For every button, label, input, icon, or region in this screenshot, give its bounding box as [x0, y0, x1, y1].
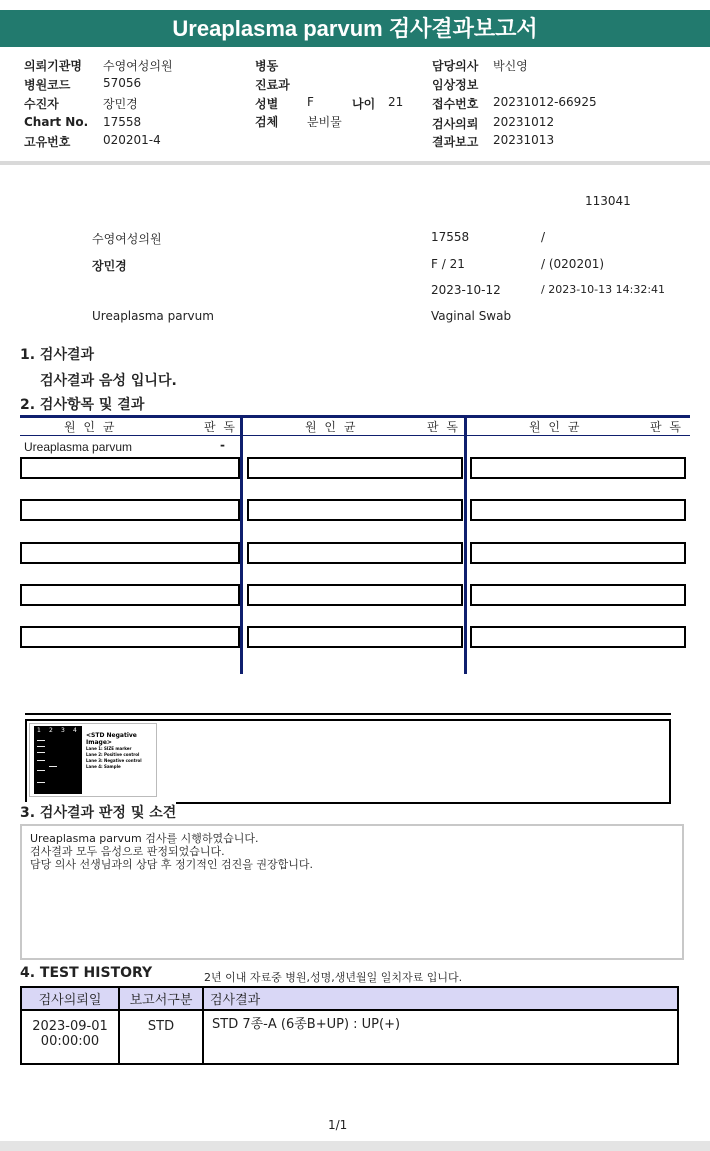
page-footer — [0, 1141, 710, 1151]
patient-value: 장민경 — [103, 97, 138, 111]
history-type: STD — [119, 1010, 203, 1064]
chart-value: 17558 — [103, 115, 142, 129]
sex-value: F — [307, 95, 314, 109]
empty-result-cell — [247, 499, 463, 521]
unique-label: 고유번호 — [24, 135, 71, 149]
clinical-label: 임상정보 — [432, 78, 479, 92]
gel-top-rule — [25, 713, 671, 715]
comment-line: 검사결과 모두 음성으로 판정되었습니다. — [30, 845, 225, 858]
institution-label: 의뢰기관명 — [24, 59, 82, 73]
gel-panel — [25, 719, 671, 804]
section-4-title: 4. TEST HISTORY — [20, 965, 153, 981]
gel-legend-line: Lane 4: Sample — [86, 764, 121, 769]
gel-legend-line: Lane 3: Negative control — [86, 758, 142, 763]
comment-box — [20, 824, 684, 960]
hospital-code-value: 57056 — [103, 76, 142, 90]
sex-label: 성별 — [255, 97, 279, 111]
history-date-cell — [21, 1010, 119, 1064]
grid-col-divider-1 — [240, 415, 243, 674]
age-label: 나이 — [352, 97, 376, 111]
lane-number-1: 1 — [37, 727, 41, 734]
col-header-result-2: 판 독 — [427, 420, 460, 434]
comment-line: 담당 의사 선생님과의 상담 후 정기적인 검진을 권장합니다. — [30, 858, 313, 871]
page-number: 1/1 — [328, 1118, 348, 1132]
history-header-result: 검사결과 — [203, 987, 678, 1010]
history-result: STD 7종-A (6종B+UP) : UP(+) — [203, 1010, 678, 1064]
empty-result-cell — [470, 499, 686, 521]
history-date: 2023-09-01 — [32, 1019, 108, 1034]
result-value: - — [220, 438, 225, 452]
gel-band — [37, 752, 45, 753]
empty-result-cell — [470, 457, 686, 479]
empty-result-cell — [247, 626, 463, 648]
info-specimen: Vaginal Swab — [431, 309, 512, 323]
receipt-label: 접수번호 — [432, 97, 479, 111]
gel-band — [49, 766, 57, 767]
receipt-value: 20231012-66925 — [493, 95, 597, 109]
gel-thumbnail — [29, 723, 157, 797]
lane-number-2: 2 — [49, 727, 53, 734]
grid-col-divider-2 — [464, 415, 467, 674]
section-2-title: 2. 검사항목 및 결과 — [20, 397, 145, 413]
request-value: 20231012 — [493, 115, 555, 129]
gel-legend-line: Lane 1: SIZE marker — [86, 746, 132, 751]
info-chart: 17558 — [431, 230, 470, 244]
empty-result-cell — [20, 542, 240, 564]
empty-result-cell — [20, 499, 240, 521]
col-header-organism-3: 원 인 균 — [529, 420, 582, 434]
report-date-value: 20231013 — [493, 133, 555, 147]
info-test-name: Ureaplasma parvum — [92, 309, 214, 323]
empty-result-cell — [470, 584, 686, 606]
gel-band — [37, 782, 45, 783]
specimen-label: 검체 — [255, 115, 279, 129]
doctor-label: 담당의사 — [432, 59, 479, 73]
patient-label: 수진자 — [24, 97, 59, 111]
history-header-date: 검사의뢰일 — [21, 987, 119, 1010]
report-id: 113041 — [585, 194, 631, 208]
history-header-row — [21, 987, 678, 1010]
request-label: 검사의뢰 — [432, 117, 479, 131]
dept-label: 진료과 — [255, 78, 290, 92]
doctor-value: 박신영 — [493, 59, 528, 73]
chart-label: Chart No. — [24, 115, 89, 129]
info-slash: / — [541, 230, 546, 244]
unique-value: 020201-4 — [103, 133, 161, 147]
age-value: 21 — [388, 95, 404, 109]
specimen-value: 분비물 — [307, 115, 342, 129]
result-organism: Ureaplasma parvum — [24, 440, 133, 454]
gel-image-title: <STD Negative Image> — [86, 732, 137, 746]
report-title: Ureaplasma parvum 검사결과보고서 — [0, 10, 710, 47]
info-report-datetime: / 2023-10-13 14:32:41 — [541, 283, 666, 296]
comment-line: Ureaplasma parvum 검사를 시행하였습니다. — [30, 832, 259, 845]
gel-band — [37, 770, 45, 771]
section-1-title: 1. 검사결과 — [20, 347, 95, 363]
history-table — [20, 986, 679, 1065]
info-request-date: 2023-10-12 — [431, 283, 501, 297]
empty-result-cell — [20, 457, 240, 479]
gel-band — [37, 740, 45, 741]
info-patient: 장민경 — [92, 259, 127, 273]
info-sex-age: F / 21 — [431, 257, 465, 271]
lane-number-4: 4 — [73, 727, 77, 734]
empty-result-cell — [20, 626, 240, 648]
grid-header-rule — [20, 435, 690, 436]
section-1-result: 검사결과 음성 입니다. — [40, 373, 177, 389]
col-header-organism-2: 원 인 균 — [305, 420, 358, 434]
report-date-label: 결과보고 — [432, 135, 479, 149]
info-code: / (020201) — [541, 257, 605, 271]
institution-value: 수영여성의원 — [103, 59, 173, 73]
col-header-result-1: 판 독 — [204, 420, 237, 434]
empty-result-cell — [470, 542, 686, 564]
col-header-organism-1: 원 인 균 — [64, 420, 117, 434]
history-time: 00:00:00 — [40, 1034, 100, 1049]
info-institution: 수영여성의원 — [92, 232, 162, 246]
history-row — [21, 1010, 678, 1064]
history-header-type: 보고서구분 — [119, 987, 203, 1010]
col-header-result-3: 판 독 — [650, 420, 683, 434]
header-separator — [0, 161, 710, 165]
gel-legend-line: Lane 2: Positive control — [86, 752, 140, 757]
empty-result-cell — [470, 626, 686, 648]
empty-result-cell — [247, 457, 463, 479]
hospital-code-label: 병원코드 — [24, 78, 71, 92]
gel-band — [37, 760, 45, 761]
empty-result-cell — [20, 584, 240, 606]
gel-image — [34, 726, 82, 794]
section-3-title: 3. 검사결과 판정 및 소견 — [20, 802, 176, 822]
ward-label: 병동 — [255, 59, 279, 73]
lane-number-3: 3 — [61, 727, 65, 734]
gel-band — [37, 746, 45, 747]
history-note: 2년 이내 자료중 병원,성명,생년월일 일치자료 입니다. — [204, 971, 463, 984]
empty-result-cell — [247, 584, 463, 606]
empty-result-cell — [247, 542, 463, 564]
